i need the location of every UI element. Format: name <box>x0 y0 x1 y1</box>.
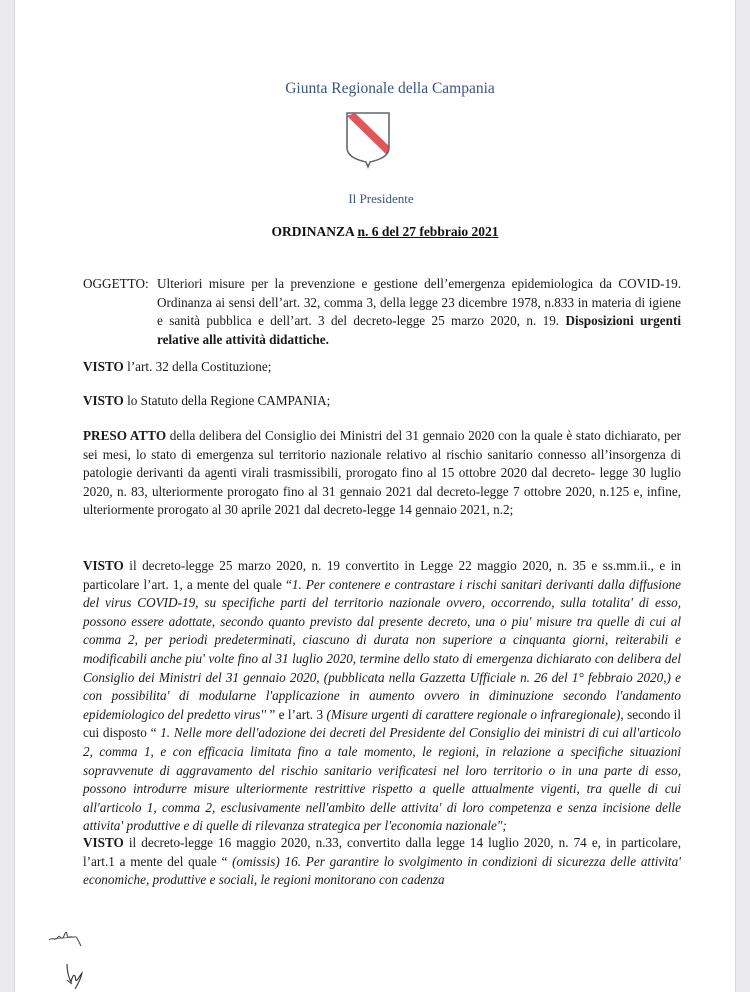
campania-shield-icon <box>343 110 393 170</box>
institution-name: Giunta Regionale della Campania <box>285 80 495 97</box>
office-title <box>15 191 735 207</box>
paragraph-visto-statuto <box>83 392 681 411</box>
paragraph-text: , secondo il cui disposto “ <box>83 706 682 741</box>
article-3-title: (Misure urgenti di carattere regionale o infraregionale) <box>326 706 621 722</box>
paragraph-visto-dl-19 <box>83 557 681 836</box>
paragraph-lead: VISTO <box>83 558 124 573</box>
paragraph-text: lo Statuto della Regione CAMPANIA; <box>123 393 331 408</box>
paragraph-lead: PRESO ATTO <box>83 428 167 443</box>
paragraph-preso-atto <box>83 427 681 520</box>
paragraph-text: il decreto-legge 16 maggio 2020, n.33, convertito dalla legge 14 luglio 2020, n. 74 e, in particolare, l’art.1 a mente del quale “ <box>83 835 681 869</box>
subject-label: OGGETTO: <box>83 276 149 291</box>
institution-title <box>15 80 735 98</box>
subject-block <box>83 275 681 349</box>
ordinance-label: ORDINANZA <box>271 224 355 239</box>
paragraph-lead: VISTO <box>83 359 124 374</box>
paragraph-lead: VISTO <box>83 393 124 408</box>
paragraph-text: il decreto-legge 25 marzo 2020, n. 19 convertito in Legge 22 maggio 2020, n. 35 e ss.mm.ii., e in particolare l’art. 1, a mente del quale “ <box>83 558 681 592</box>
subject-description: Ulteriori misure per la prevenzione e gestione dell’emergenza epidemiologica da COVID-19. Ordinanza ai sensi dell’art. 32, comma 3, della legge 23 dicembre 1978, n.833 in materia di igiene e sanità pubblica e dell’art. 3 del decreto-legge 25 marzo 2020, n. 19. <box>157 276 681 329</box>
paragraph-visto-costituzione <box>83 358 681 377</box>
office-label: Il Presidente <box>348 191 414 206</box>
initials-signature-icon <box>45 926 95 956</box>
ordinance-heading <box>15 224 735 240</box>
document-page <box>15 0 735 992</box>
paragraph-text: ” e l’art. 3 <box>269 706 327 722</box>
paragraph-text: della delibera del Consiglio dei Ministri del 31 gennaio 2020 con la quale è stato dichiarato, per sei mesi, lo stato di emergenza sul territorio nazionale relativo al rischio sanitario connesso all’insorgenza di patologie derivanti da agenti virali trasmissibili, prorogato fino al 15 ottobre 2020 dal decreto- legge 30 luglio 2020, n. 83, ulteriormente prorogato fino al 31 gennaio 2021 dal decreto-legge 7 ottobre 2020, n.125 e, infine, ulteriormente prorogato al 30 aprile 2021 dal decreto-legge 14 gennaio 2021, n.2; <box>83 428 682 518</box>
quoted-article-1: 1. Per contenere e contrastare i rischi sanitari derivanti dalla diffusione del virus COVID-19, su specifiche parti del territorio nazionale ovvero, occorrendo, sulla totalita' di esso, possono essere adottate, secondo quanto previsto dal presente decreto, una o piu' misure tra quelle di cui al comma 2, per periodi predeterminati, ciascuno di durata non superiore a cinquanta giorni, reiterabili e modificabili anche piu' volte fino al 31 luglio 2020, termine dello stato di emergenza dichiarato con delibera del Consiglio dei Ministri del 31 gennaio 2020, (pubblicata nella Gazzetta Ufficiale n. 26 del 1° febbraio 2020,) e con possibilita' di modularne l'applicazione in aumento ovvero in diminuzione secondo l'andamento epidemiologico del predetto virus'' <box>83 576 682 722</box>
paragraph-text: l’art. 32 della Costituzione; <box>123 359 272 374</box>
quoted-article-3: 1. Nelle more dell'adozione dei decreti del Presidente del Consiglio dei ministri di cui all'articolo 2, comma 1, e con efficacia limitata fino a tale momento, le regioni, in relazione a specifiche situazioni sopravvenute di aggravamento del rischio sanitario verificatesi nel loro territorio o in una parte di esso, possono introdurre misure ulteriormente restrittive rispetto a quelle attualmente vigenti, tra quelle di cui all'articolo 1, comma 2, esclusivamente nell'ambito delle attivita' di loro competenza e senza incisione delle attivita' produttive e di quelle di rilevanza strategica per l'economia nazionale"; <box>83 725 681 834</box>
ordinance-document <box>15 0 735 992</box>
ordinance-number: n. 6 del 27 febbraio 2021 <box>357 224 499 239</box>
initials-mark-icon <box>45 960 95 990</box>
paragraph-lead: VISTO <box>83 835 124 850</box>
subject-text <box>157 275 681 349</box>
quoted-article-16: (omissis) 16. Per garantire lo svolgimento in condizioni di sicurezza delle attivita' economiche, produttive e sociali, le regioni monitorano con cadenza <box>83 853 682 888</box>
subject-highlight: Disposizioni urgenti relative alle attività didattiche. <box>157 313 681 347</box>
paragraph-visto-dl-33 <box>83 834 681 890</box>
